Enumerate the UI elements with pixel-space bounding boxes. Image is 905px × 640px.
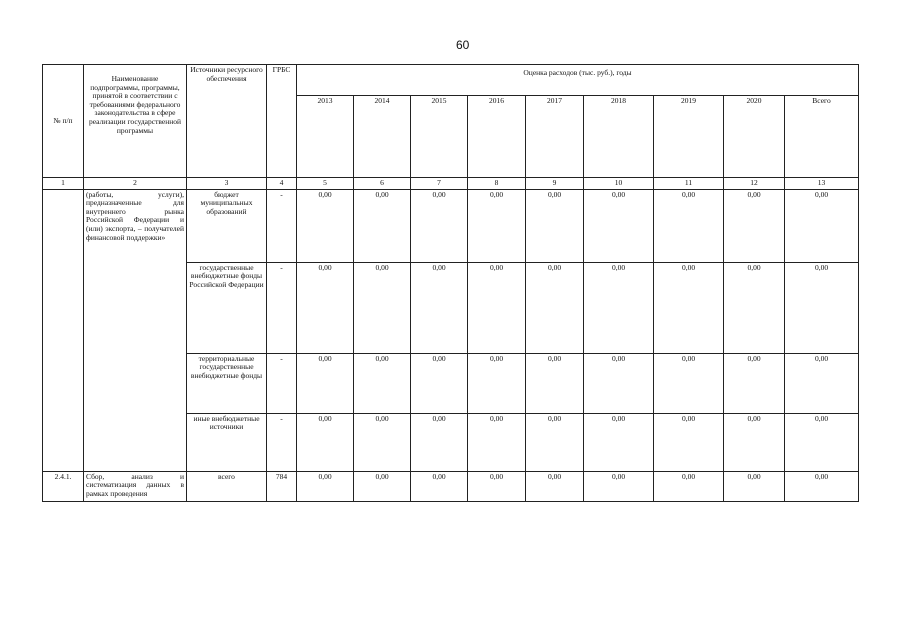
- colnum: 9: [526, 178, 584, 190]
- page-number: 60: [456, 38, 470, 52]
- value-cell: 0,00: [411, 189, 468, 262]
- value-cell: 0,00: [468, 471, 526, 501]
- colnum: 7: [411, 178, 468, 190]
- value-cell: 0,00: [354, 413, 411, 471]
- row-number: 2.4.1.: [43, 471, 84, 501]
- value-cell: 0,00: [297, 262, 354, 353]
- value-cell: 0,00: [584, 413, 654, 471]
- value-cell: 0,00: [468, 189, 526, 262]
- value-cell: 0,00: [411, 471, 468, 501]
- grbs-cell: -: [267, 353, 297, 413]
- colnum: 11: [654, 178, 724, 190]
- value-cell: 0,00: [411, 262, 468, 353]
- value-cell: 0,00: [654, 189, 724, 262]
- year-2013: 2013: [297, 96, 354, 178]
- table-row: [43, 471, 859, 501]
- value-cell: 0,00: [584, 353, 654, 413]
- colnum: 1: [43, 178, 84, 190]
- value-cell: 0,00: [411, 353, 468, 413]
- source-cell: государственные внебюджетные фонды Российской Федерации: [187, 262, 267, 353]
- value-cell: 0,00: [526, 413, 584, 471]
- grbs-cell: -: [267, 413, 297, 471]
- table-row: [43, 189, 859, 262]
- header-grbs: ГРБС: [267, 65, 297, 178]
- value-cell: 0,00: [297, 353, 354, 413]
- colnum: 10: [584, 178, 654, 190]
- continued-name: (работы, услуги), предназначенные для внутреннего рынка Российской Федерации и (или) экспорта, – получателей финансовой поддержки»: [84, 189, 187, 471]
- value-cell: 0,00: [785, 189, 859, 262]
- column-numbers-row: [43, 178, 859, 190]
- value-cell: 0,00: [297, 471, 354, 501]
- header-num: № п/п: [43, 65, 84, 178]
- value-cell: 0,00: [354, 353, 411, 413]
- value-cell: 0,00: [354, 189, 411, 262]
- value-cell: 0,00: [526, 353, 584, 413]
- year-2018: 2018: [584, 96, 654, 178]
- value-cell: 0,00: [724, 189, 785, 262]
- value-cell: 0,00: [526, 189, 584, 262]
- value-cell: 0,00: [724, 413, 785, 471]
- year-2017: 2017: [526, 96, 584, 178]
- year-2019: 2019: [654, 96, 724, 178]
- value-cell: 0,00: [724, 471, 785, 501]
- value-cell: 0,00: [654, 262, 724, 353]
- expenses-table: [42, 64, 859, 502]
- value-cell: 0,00: [354, 471, 411, 501]
- value-cell: 0,00: [297, 189, 354, 262]
- value-cell: 0,00: [724, 353, 785, 413]
- value-cell: 0,00: [468, 353, 526, 413]
- year-2015: 2015: [411, 96, 468, 178]
- value-cell: 0,00: [724, 262, 785, 353]
- colnum: 8: [468, 178, 526, 190]
- source-cell: всего: [187, 471, 267, 501]
- colnum: 5: [297, 178, 354, 190]
- colnum: 2: [84, 178, 187, 190]
- grbs-cell: -: [267, 189, 297, 262]
- header-row: [43, 65, 859, 96]
- row-num-empty: [43, 189, 84, 471]
- value-cell: 0,00: [584, 262, 654, 353]
- year-2020: 2020: [724, 96, 785, 178]
- value-cell: 0,00: [785, 262, 859, 353]
- value-cell: 0,00: [785, 471, 859, 501]
- grbs-cell: -: [267, 262, 297, 353]
- value-cell: 0,00: [297, 413, 354, 471]
- grbs-cell: 784: [267, 471, 297, 501]
- value-cell: 0,00: [584, 189, 654, 262]
- year-2014: 2014: [354, 96, 411, 178]
- value-cell: 0,00: [411, 413, 468, 471]
- value-cell: 0,00: [526, 471, 584, 501]
- header-estimate: Оценка расходов (тыс. руб.), годы: [297, 65, 859, 96]
- header-name: Наименование подпрограммы, программы, принятой в соответствии с требованиями федерального законодательства в сфере реализации государственной программы: [84, 65, 187, 178]
- colnum: 6: [354, 178, 411, 190]
- value-cell: 0,00: [654, 413, 724, 471]
- year-total: Всего: [785, 96, 859, 178]
- colnum: 3: [187, 178, 267, 190]
- value-cell: 0,00: [584, 471, 654, 501]
- value-cell: 0,00: [354, 262, 411, 353]
- value-cell: 0,00: [468, 413, 526, 471]
- source-cell: иные внебюджетные источники: [187, 413, 267, 471]
- value-cell: 0,00: [468, 262, 526, 353]
- value-cell: 0,00: [785, 413, 859, 471]
- colnum: 13: [785, 178, 859, 190]
- row-name: Сбор, анализ и систематизация данных в рамках проведения: [84, 471, 187, 501]
- source-cell: территориальные государственные внебюджетные фонды: [187, 353, 267, 413]
- value-cell: 0,00: [654, 471, 724, 501]
- value-cell: 0,00: [785, 353, 859, 413]
- year-2016: 2016: [468, 96, 526, 178]
- colnum: 12: [724, 178, 785, 190]
- header-source: Источники ресурсного обеспечения: [187, 65, 267, 178]
- source-cell: бюджет муниципальных образований: [187, 189, 267, 262]
- value-cell: 0,00: [526, 262, 584, 353]
- value-cell: 0,00: [654, 353, 724, 413]
- colnum: 4: [267, 178, 297, 190]
